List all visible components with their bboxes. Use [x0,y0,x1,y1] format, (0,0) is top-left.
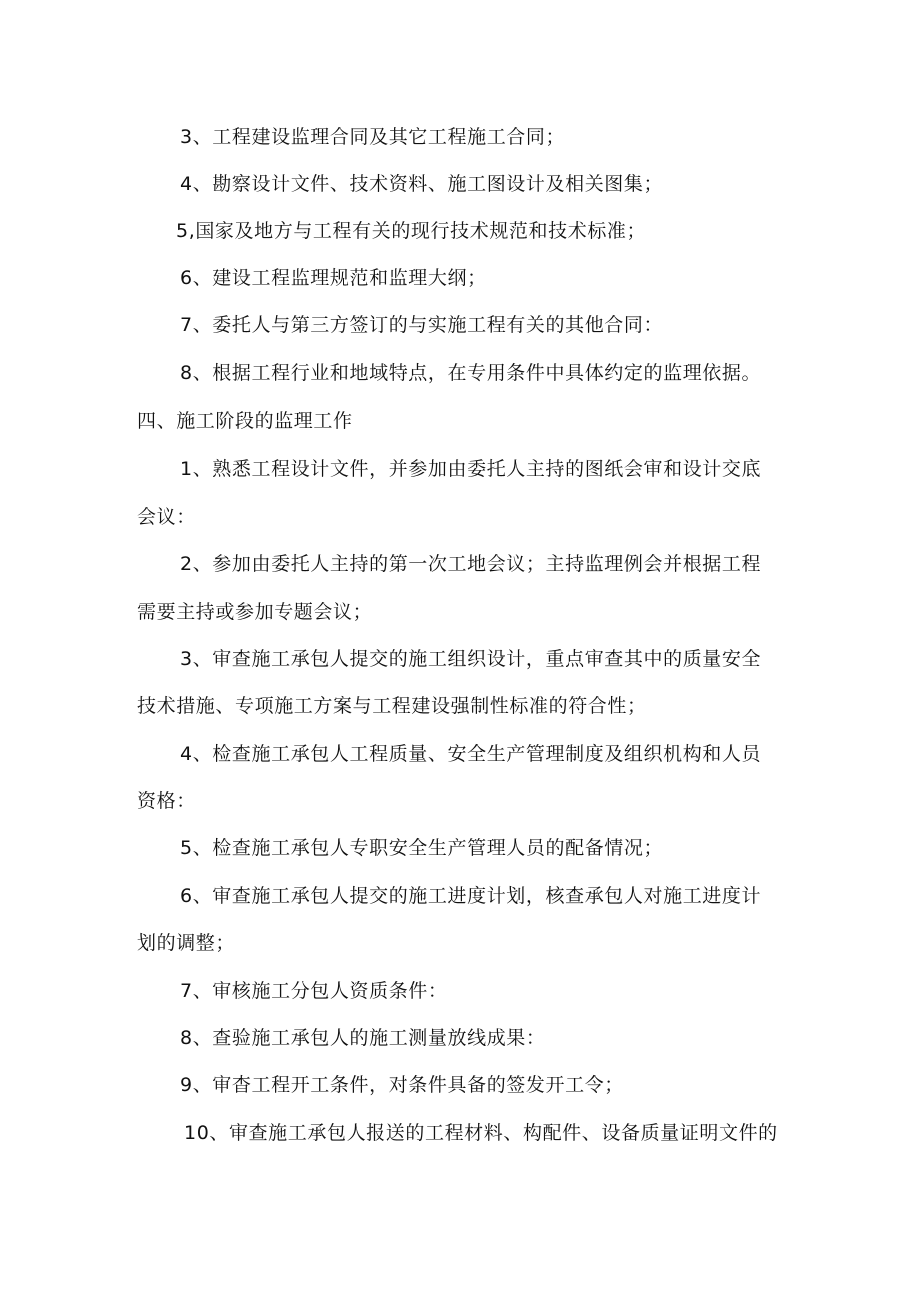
text-line: 4、勘察设计文件、技术资料、施工图设计及相关图集； [180,173,664,195]
text-line: 7、委托人与第三方签订的与实施工程有关的其他合同： [180,314,664,336]
text-line: 6、建设工程监理规范和监理大纲； [180,267,487,289]
text-line: 资格： [137,790,196,812]
text-line: 4、检查施工承包人工程质量、安全生产管理制度及组织机构和人员 [180,743,762,765]
text-line: 3、工程建设监理合同及其它工程施工合同； [180,126,566,148]
text-line: 5、检查施工承包人专职安全生产管理人员的配备情况； [180,837,664,859]
text-line: 技术措施、专项施工方案与工程建设强制性标准的符合性； [137,695,647,717]
text-line: 3、审查施工承包人提交的施工组织设计，重点审查其中的质量安全 [180,648,762,670]
text-line: 2、参加由委托人主持的第一次工地会议；主持监理例会并根据工程 [180,553,762,575]
text-line: 8、根据工程行业和地域特点，在专用条件中具体约定的监理依据。 [180,362,762,384]
text-line: 划的调整； [137,932,236,954]
text-line: 1、熟悉工程设计文件，并参加由委托人主持的图纸会审和设计交底 [180,458,762,480]
text-line: 8、查验施工承包人的施工测量放线成果： [180,1027,546,1049]
section-heading: 四、施工阶段的监理工作 [137,410,353,432]
text-line: 9、审杳工程开工条件，对条件具备的签发开工令； [180,1074,624,1096]
text-line: 5,国家及地方与工程有关的现行技术规范和技术标准； [176,220,647,242]
text-line: 6、审查施工承包人提交的施工进度计划，核查承包人对施工进度计 [180,885,762,907]
text-line: 会议： [137,506,196,528]
text-line: 10、审查施工承包人报送的工程材料、构配件、设备质量证明文件的 [184,1122,778,1144]
text-line: 需要主持或参加专题会议； [137,601,373,623]
text-line: 7、审核施工分包人资质条件： [180,980,448,1002]
